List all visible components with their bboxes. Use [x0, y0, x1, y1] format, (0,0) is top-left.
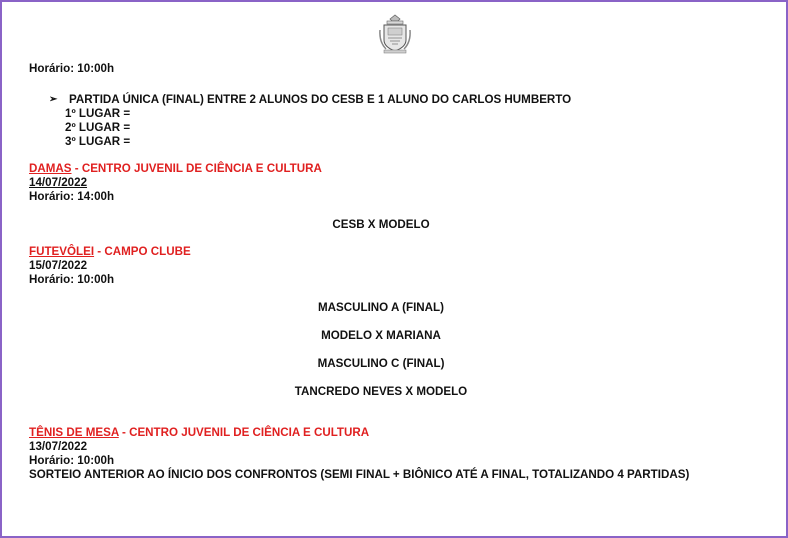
futevolei-sport: FUTEVÔLEI	[29, 245, 95, 258]
tenis-date: 13/07/2022	[29, 440, 88, 453]
damas-sport: DAMAS	[29, 162, 72, 175]
futevolei-date: 15/07/2022	[29, 259, 88, 272]
schedule-document	[29, 62, 769, 482]
places-list	[29, 107, 769, 149]
futevolei-time: Horário: 10:00h	[29, 273, 115, 286]
place-3: 3º LUGAR =	[65, 135, 131, 148]
futevolei-match-2: MODELO X MARIANA	[321, 329, 441, 342]
futevolei-match-3: MASCULINO C (FINAL)	[317, 357, 445, 370]
damas-time: Horário: 14:00h	[29, 190, 115, 203]
place-1: 1º LUGAR =	[65, 107, 131, 120]
damas-venue: - CENTRO JUVENIL DE CIÊNCIA E CULTURA	[71, 162, 322, 175]
futevolei-heading	[29, 245, 769, 259]
coat-of-arms-icon	[378, 14, 412, 54]
arrow-bullet-icon: ➢	[49, 94, 58, 105]
futevolei-match-1: MASCULINO A (FINAL)	[317, 301, 444, 314]
intro-time: Horário: 10:00h	[29, 62, 115, 75]
final-match-item	[29, 93, 769, 107]
tenis-heading	[29, 426, 769, 440]
damas-heading	[29, 162, 769, 176]
place-2: 2º LUGAR =	[65, 121, 131, 134]
tenis-sport: TÊNIS DE MESA	[29, 426, 119, 439]
damas-match: CESB X MODELO	[332, 218, 430, 231]
tenis-venue: - CENTRO JUVENIL DE CIÊNCIA E CULTURA	[118, 426, 370, 439]
tenis-note: SORTEIO ANTERIOR AO ÍNICIO DOS CONFRONTOS (SEMI FINAL + BIÔNICO ATÉ A FINAL, TOTALIZANDO 4 PARTIDAS)	[29, 468, 690, 481]
damas-date: 14/07/2022	[29, 176, 88, 189]
tenis-time: Horário: 10:00h	[29, 454, 115, 467]
final-match-text: PARTIDA ÚNICA (FINAL) ENTRE 2 ALUNOS DO CESB E 1 ALUNO DO CARLOS HUMBERTO	[69, 93, 572, 106]
futevolei-match-4: TANCREDO NEVES X MODELO	[294, 385, 468, 398]
futevolei-venue: - CAMPO CLUBE	[94, 245, 191, 258]
